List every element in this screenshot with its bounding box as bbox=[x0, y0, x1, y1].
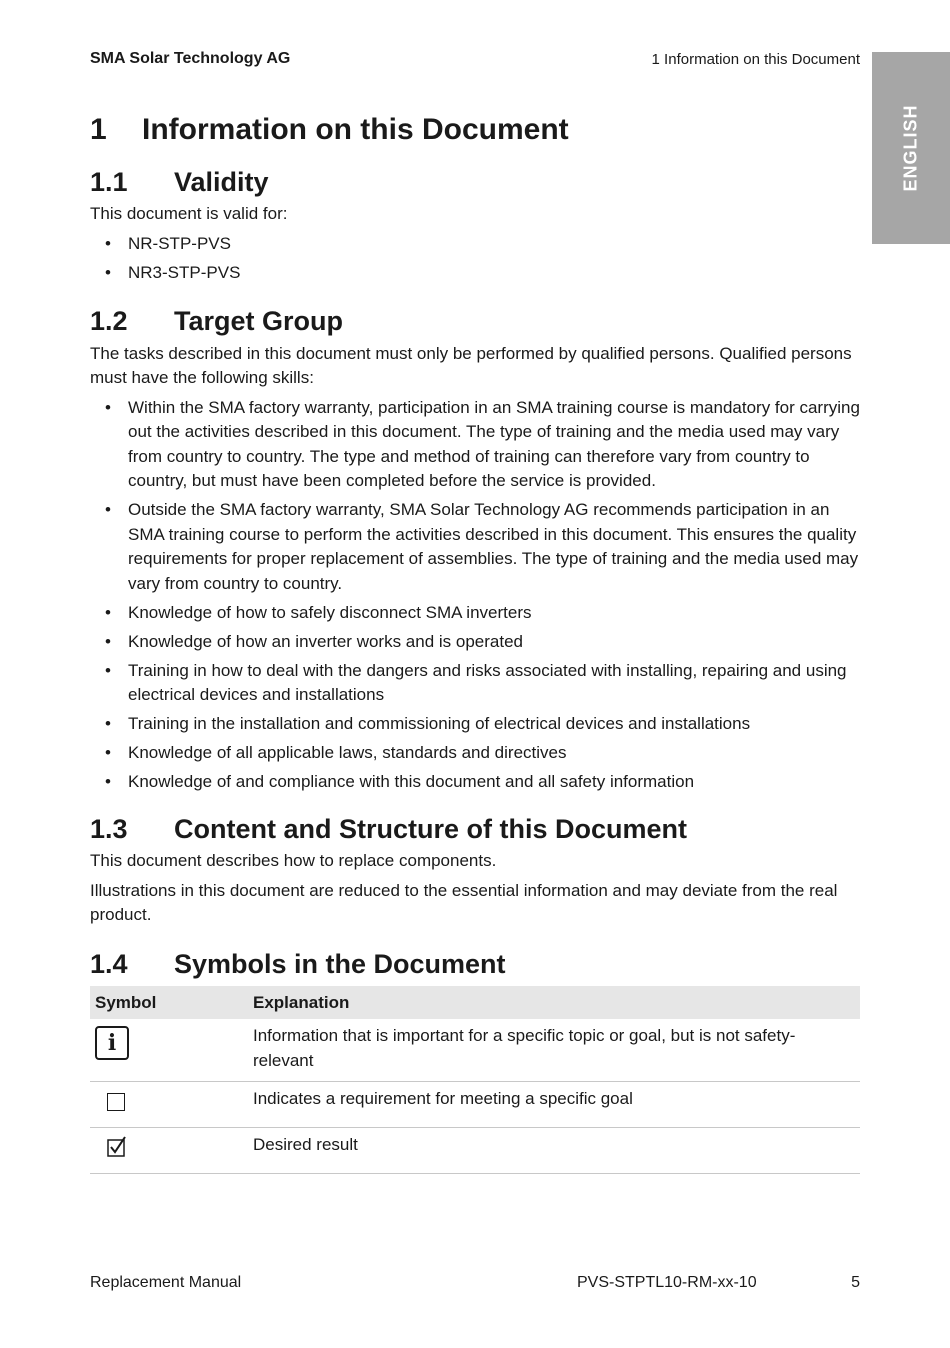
section-number: 1.4 bbox=[90, 948, 128, 979]
column-header-explanation: Explanation bbox=[248, 986, 860, 1019]
section-target-group bbox=[90, 305, 860, 794]
page-footer bbox=[90, 1274, 860, 1298]
symbol-cell bbox=[90, 1127, 248, 1174]
explanation-cell: Information that is important for a specific topic or goal, but is not safety-relevant bbox=[248, 1019, 860, 1082]
symbol-cell bbox=[90, 1082, 248, 1128]
paragraph: Illustrations in this document are reduced to the essential information and may deviate from the real product. bbox=[90, 880, 838, 925]
section-number: 1.2 bbox=[90, 306, 128, 337]
section-heading bbox=[90, 948, 860, 980]
chapter-heading bbox=[90, 112, 860, 148]
column-header-symbol: Symbol bbox=[90, 986, 248, 1019]
page-number: 5 bbox=[851, 1274, 860, 1291]
list-item: • Outside the SMA factory warranty, SMA Solar Technology AG recommends participation in an SMA training course to perform the activities described in this document. This ensures the quality requirements for proper replacement of assemblies. The type of training and the media used may vary from country to country. bbox=[90, 498, 860, 596]
page-header bbox=[90, 50, 860, 74]
footer-title: Replacement Manual bbox=[90, 1274, 242, 1291]
target-group-intro: The tasks described in this document must only be performed by qualified persons. Qualified persons must have the following skills: bbox=[90, 343, 852, 388]
section-title: Symbols in the Document bbox=[174, 948, 506, 979]
chapter-title: Information on this Document bbox=[142, 113, 569, 146]
language-tab-label: ENGLISH bbox=[900, 104, 921, 192]
validity-list bbox=[90, 232, 860, 286]
list-item: • Knowledge of how to safely disconnect SMA inverters bbox=[90, 601, 860, 626]
list-item: • Knowledge of all applicable laws, standards and directives bbox=[90, 741, 860, 766]
table-row bbox=[90, 1127, 860, 1174]
section-symbols bbox=[90, 948, 860, 1174]
table-row bbox=[90, 1019, 860, 1082]
skills-list bbox=[90, 396, 860, 795]
list-item: • Training in how to deal with the dangers and risks associated with installing, repairing and using electrical devices and installations bbox=[90, 659, 860, 708]
section-heading bbox=[90, 305, 860, 337]
list-item: • NR3-STP-PVS bbox=[90, 261, 860, 286]
table-header-row bbox=[90, 986, 860, 1019]
list-item: • Knowledge of how an inverter works and is operated bbox=[90, 630, 860, 655]
section-title: Target Group bbox=[174, 306, 344, 337]
language-tab bbox=[872, 52, 950, 244]
section-title: Content and Structure of this Document bbox=[174, 813, 687, 844]
list-item: • Training in the installation and commissioning of electrical devices and installations bbox=[90, 712, 860, 737]
list-item: • NR-STP-PVS bbox=[90, 232, 860, 257]
section-content-structure bbox=[90, 813, 860, 928]
footer-doc-code: PVS-STPTL10-RM-xx-10 bbox=[577, 1274, 757, 1291]
section-number: 1.1 bbox=[90, 167, 128, 197]
header-chapter: 1 Information on this Document bbox=[651, 51, 860, 68]
section-number: 1.3 bbox=[90, 813, 128, 844]
explanation-cell: Desired result bbox=[248, 1127, 860, 1174]
checkbox-checked-icon bbox=[107, 1136, 127, 1158]
symbol-cell bbox=[90, 1019, 248, 1082]
header-company: SMA Solar Technology AG bbox=[90, 50, 291, 67]
explanation-cell: Indicates a requirement for meeting a specific goal bbox=[248, 1082, 860, 1128]
section-title: Validity bbox=[174, 167, 269, 197]
paragraph: This document describes how to replace components. bbox=[90, 851, 497, 871]
list-item: • Within the SMA factory warranty, participation in an SMA training course is mandatory for carrying out the activities described in this document. The type of training and the media used may vary from country to country. The type and method of training can therefore vary from country to country, but must have been completed before the service is provided. bbox=[90, 396, 860, 494]
checkbox-empty-icon bbox=[107, 1093, 125, 1111]
list-item: • Knowledge of and compliance with this document and all safety information bbox=[90, 770, 860, 795]
symbols-table bbox=[90, 986, 860, 1174]
section-heading bbox=[90, 166, 860, 198]
page-content bbox=[90, 112, 860, 1174]
chapter-number: 1 bbox=[90, 113, 107, 146]
table-row bbox=[90, 1082, 860, 1128]
section-heading bbox=[90, 813, 860, 845]
info-icon: i bbox=[95, 1026, 129, 1060]
validity-intro: This document is valid for: bbox=[90, 204, 288, 224]
section-validity bbox=[90, 166, 860, 285]
